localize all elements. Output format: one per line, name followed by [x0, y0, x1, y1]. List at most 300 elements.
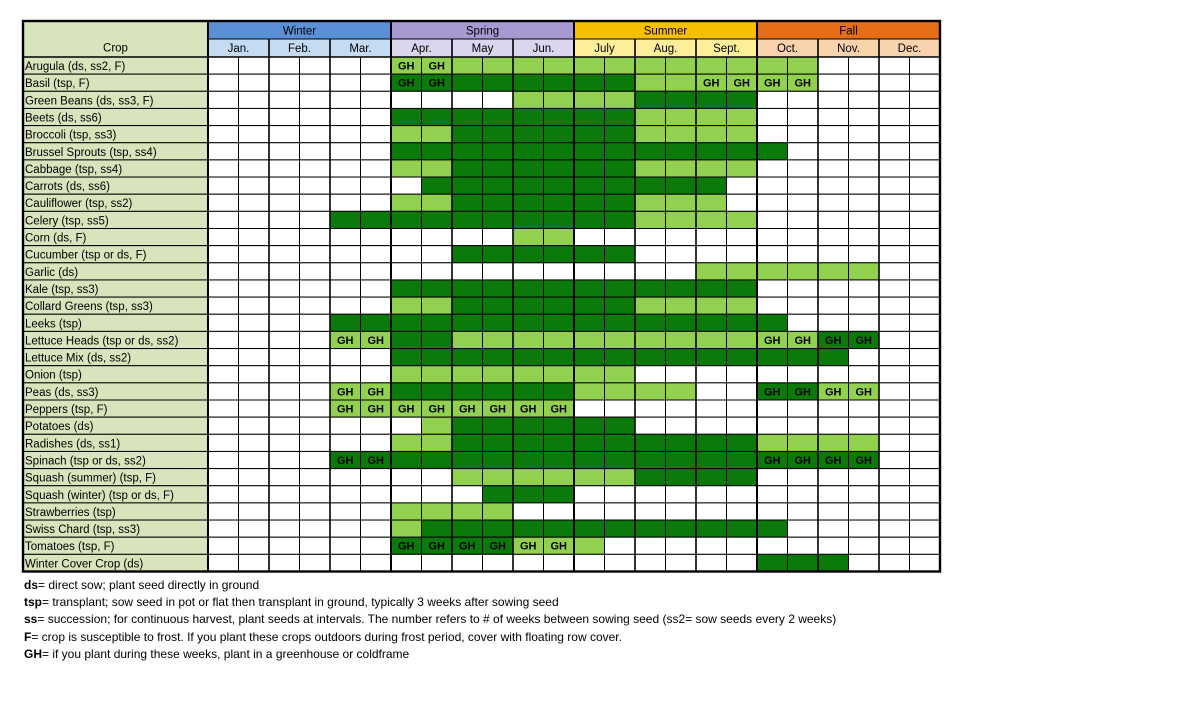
schedule-cell [269, 297, 300, 314]
schedule-cell [422, 280, 453, 297]
schedule-cell [849, 263, 880, 280]
schedule-cell [483, 417, 514, 434]
schedule-cell [574, 91, 605, 108]
schedule-cell [422, 160, 453, 177]
schedule-cell [666, 469, 697, 486]
schedule-cell [666, 229, 697, 246]
gh-label: GH [337, 403, 354, 416]
schedule-cell [727, 246, 758, 263]
schedule-cell [544, 434, 575, 451]
schedule-cell [483, 246, 514, 263]
schedule-cell [605, 349, 636, 366]
schedule-cell [818, 160, 849, 177]
schedule-cell [757, 160, 788, 177]
schedule-cell [544, 280, 575, 297]
schedule-cell [513, 263, 544, 280]
crop-name-label: Cabbage (tsp, ss4) [25, 163, 123, 176]
schedule-cell [452, 331, 483, 348]
schedule-cell [574, 126, 605, 143]
gh-label: GH [794, 386, 811, 399]
schedule-cell [818, 108, 849, 125]
schedule-cell [727, 451, 758, 468]
schedule-cell [513, 469, 544, 486]
schedule-cell [788, 469, 819, 486]
schedule-cell [452, 108, 483, 125]
schedule-cell [391, 194, 422, 211]
legend-term: tsp [24, 595, 42, 610]
schedule-cell [849, 177, 880, 194]
schedule-cell [330, 177, 361, 194]
schedule-cell [574, 469, 605, 486]
schedule-cell [605, 263, 636, 280]
schedule-cell [391, 417, 422, 434]
schedule-cell [544, 160, 575, 177]
schedule-cell [635, 160, 666, 177]
schedule-cell [208, 400, 239, 417]
schedule-cell [849, 246, 880, 263]
schedule-cell [513, 177, 544, 194]
schedule-cell [452, 280, 483, 297]
schedule-cell [391, 469, 422, 486]
schedule-cell [635, 520, 666, 537]
schedule-cell [849, 57, 880, 74]
schedule-cell [727, 349, 758, 366]
schedule-cell [330, 297, 361, 314]
schedule-cell [696, 229, 727, 246]
schedule-cell [727, 434, 758, 451]
schedule-cell [544, 554, 575, 571]
schedule-cell [605, 143, 636, 160]
schedule-cell [666, 57, 697, 74]
schedule-cell [452, 417, 483, 434]
schedule-cell [605, 160, 636, 177]
schedule-cell [910, 297, 941, 314]
schedule-cell [666, 314, 697, 331]
schedule-cell [635, 469, 666, 486]
schedule-cell [696, 126, 727, 143]
schedule-cell [239, 57, 270, 74]
schedule-cell [910, 177, 941, 194]
schedule-cell [666, 177, 697, 194]
gh-label: GH [489, 540, 506, 553]
gh-label: GH [428, 403, 445, 416]
schedule-cell [757, 177, 788, 194]
schedule-cell [422, 349, 453, 366]
schedule-cell [849, 520, 880, 537]
schedule-cell [696, 366, 727, 383]
schedule-cell [574, 451, 605, 468]
schedule-cell [605, 400, 636, 417]
gh-label: GH [520, 403, 537, 416]
schedule-cell [239, 280, 270, 297]
schedule-cell [727, 314, 758, 331]
schedule-cell [239, 143, 270, 160]
schedule-cell [239, 469, 270, 486]
schedule-cell [239, 263, 270, 280]
crop-name-label: Basil (tsp, F) [25, 78, 90, 91]
schedule-cell [391, 349, 422, 366]
schedule-cell [849, 297, 880, 314]
schedule-cell [910, 314, 941, 331]
schedule-cell [239, 537, 270, 554]
schedule-cell [574, 349, 605, 366]
schedule-cell [330, 366, 361, 383]
schedule-cell [696, 503, 727, 520]
schedule-cell [269, 194, 300, 211]
schedule-cell [666, 400, 697, 417]
schedule-cell [269, 503, 300, 520]
schedule-cell [605, 280, 636, 297]
legend-term: ds [24, 578, 39, 592]
schedule-cell [727, 177, 758, 194]
schedule-cell [239, 486, 270, 503]
schedule-cell [666, 263, 697, 280]
schedule-cell [666, 74, 697, 91]
schedule-cell [605, 520, 636, 537]
schedule-cell [483, 469, 514, 486]
schedule-cell [239, 91, 270, 108]
schedule-cell [300, 383, 331, 400]
crop-name-label: Onion (tsp) [25, 369, 82, 382]
schedule-cell [879, 366, 910, 383]
schedule-cell [574, 177, 605, 194]
schedule-cell [361, 554, 392, 571]
month-label: Sept. [713, 43, 740, 55]
schedule-cell [422, 417, 453, 434]
schedule-cell [849, 143, 880, 160]
schedule-cell [879, 503, 910, 520]
schedule-cell [879, 537, 910, 554]
crop-name-label: Peas (ds, ss3) [25, 386, 99, 399]
schedule-cell [849, 314, 880, 331]
schedule-cell [879, 417, 910, 434]
schedule-cell [879, 520, 910, 537]
season-label-summer: Summer [643, 25, 688, 38]
gh-label: GH [825, 386, 842, 399]
schedule-cell [605, 108, 636, 125]
schedule-cell [361, 366, 392, 383]
gh-label: GH [367, 454, 384, 467]
schedule-cell [788, 400, 819, 417]
schedule-cell [666, 297, 697, 314]
schedule-cell [635, 211, 666, 228]
schedule-cell [727, 194, 758, 211]
schedule-cell [818, 194, 849, 211]
schedule-cell [910, 503, 941, 520]
month-label: Mar. [349, 43, 372, 55]
schedule-cell [208, 194, 239, 211]
schedule-cell [391, 297, 422, 314]
schedule-cell [544, 314, 575, 331]
schedule-cell [300, 246, 331, 263]
schedule-cell [818, 91, 849, 108]
schedule-cell [574, 366, 605, 383]
schedule-cell [330, 126, 361, 143]
schedule-cell [544, 349, 575, 366]
season-label-spring: Spring [465, 25, 500, 38]
schedule-cell [208, 263, 239, 280]
schedule-cell [788, 143, 819, 160]
schedule-cell [391, 383, 422, 400]
schedule-cell [635, 554, 666, 571]
schedule-cell [696, 434, 727, 451]
schedule-cell [818, 126, 849, 143]
schedule-cell [483, 520, 514, 537]
season-label-fall: Fall [839, 25, 858, 38]
schedule-cell [818, 246, 849, 263]
schedule-cell [483, 349, 514, 366]
schedule-cell [605, 554, 636, 571]
schedule-cell [208, 451, 239, 468]
schedule-cell [483, 126, 514, 143]
gh-label: GH [520, 540, 537, 553]
schedule-cell [208, 57, 239, 74]
schedule-cell [727, 383, 758, 400]
schedule-cell [635, 366, 666, 383]
schedule-cell [361, 194, 392, 211]
schedule-cell [483, 91, 514, 108]
schedule-cell [849, 211, 880, 228]
gh-label: GH [398, 77, 415, 90]
schedule-cell [208, 74, 239, 91]
schedule-cell [452, 126, 483, 143]
schedule-cell [910, 366, 941, 383]
schedule-cell [330, 503, 361, 520]
schedule-cell [788, 537, 819, 554]
schedule-cell [666, 554, 697, 571]
schedule-cell [544, 520, 575, 537]
schedule-cell [239, 108, 270, 125]
schedule-cell [483, 314, 514, 331]
schedule-cell [300, 400, 331, 417]
schedule-cell [635, 57, 666, 74]
schedule-cell [544, 126, 575, 143]
schedule-cell [269, 160, 300, 177]
schedule-cell [849, 126, 880, 143]
schedule-cell [757, 143, 788, 160]
schedule-cell [422, 143, 453, 160]
schedule-cell [269, 400, 300, 417]
schedule-cell [757, 366, 788, 383]
schedule-cell [635, 263, 666, 280]
schedule-cell [910, 417, 941, 434]
schedule-cell [757, 434, 788, 451]
schedule-cell [635, 229, 666, 246]
schedule-cell [452, 366, 483, 383]
crop-name-label: Garlic (ds) [25, 266, 79, 279]
schedule-cell [452, 469, 483, 486]
schedule-cell [727, 108, 758, 125]
schedule-cell [757, 280, 788, 297]
schedule-cell [269, 366, 300, 383]
month-label: Jun. [532, 43, 555, 55]
crop-name-label: Kale (tsp, ss3) [25, 283, 99, 296]
schedule-cell [666, 194, 697, 211]
schedule-cell [483, 434, 514, 451]
schedule-cell [483, 108, 514, 125]
schedule-cell [574, 194, 605, 211]
schedule-cell [849, 400, 880, 417]
month-label: Oct. [776, 43, 799, 55]
schedule-cell [452, 143, 483, 160]
schedule-cell [269, 434, 300, 451]
legend-text: = direct sow; plant seed directly in ground [38, 578, 260, 592]
schedule-cell [269, 417, 300, 434]
schedule-cell [239, 554, 270, 571]
schedule-cell [239, 160, 270, 177]
schedule-cell [788, 349, 819, 366]
schedule-cell [635, 74, 666, 91]
schedule-cell [239, 434, 270, 451]
schedule-cell [513, 331, 544, 348]
schedule-cell [696, 297, 727, 314]
schedule-cell [544, 331, 575, 348]
schedule-cell [757, 211, 788, 228]
schedule-cell [727, 537, 758, 554]
schedule-cell [208, 211, 239, 228]
schedule-cell [849, 469, 880, 486]
schedule-cell [208, 349, 239, 366]
schedule-cell [666, 366, 697, 383]
month-label: Nov. [837, 43, 860, 55]
schedule-cell [910, 160, 941, 177]
schedule-cell [239, 331, 270, 348]
schedule-cell [483, 280, 514, 297]
schedule-cell [879, 314, 910, 331]
schedule-cell [788, 194, 819, 211]
schedule-cell [879, 486, 910, 503]
schedule-cell [910, 331, 941, 348]
schedule-cell [452, 520, 483, 537]
schedule-cell [269, 469, 300, 486]
schedule-cell [208, 177, 239, 194]
schedule-cell [391, 108, 422, 125]
schedule-cell [269, 143, 300, 160]
schedule-cell [269, 331, 300, 348]
gh-label: GH [428, 77, 445, 90]
schedule-cell [574, 314, 605, 331]
crop-name-label: Lettuce Heads (tsp or ds, ss2) [25, 335, 179, 348]
schedule-cell [818, 486, 849, 503]
schedule-cell [391, 554, 422, 571]
schedule-cell [605, 126, 636, 143]
schedule-cell [208, 91, 239, 108]
schedule-cell [330, 434, 361, 451]
schedule-cell [300, 331, 331, 348]
crop-name-label: Beets (ds, ss6) [25, 112, 102, 125]
schedule-cell [391, 451, 422, 468]
schedule-cell [879, 280, 910, 297]
gh-label: GH [428, 60, 445, 73]
schedule-cell [422, 229, 453, 246]
schedule-cell [635, 297, 666, 314]
schedule-cell [910, 211, 941, 228]
schedule-cell [757, 486, 788, 503]
schedule-cell [788, 417, 819, 434]
schedule-cell [757, 91, 788, 108]
crop-name-label: Carrots (ds, ss6) [25, 181, 110, 194]
schedule-cell [879, 469, 910, 486]
schedule-cell [361, 74, 392, 91]
schedule-cell [391, 160, 422, 177]
schedule-cell [727, 469, 758, 486]
schedule-cell [422, 177, 453, 194]
schedule-cell [727, 229, 758, 246]
schedule-cell [605, 503, 636, 520]
schedule-cell [208, 108, 239, 125]
schedule-cell [452, 246, 483, 263]
schedule-cell [788, 434, 819, 451]
schedule-cell [544, 366, 575, 383]
legend-term: ss [24, 612, 38, 627]
schedule-cell [208, 314, 239, 331]
schedule-cell [727, 554, 758, 571]
crop-name-label: Winter Cover Crop (ds) [25, 558, 144, 571]
schedule-cell [300, 229, 331, 246]
schedule-cell [696, 469, 727, 486]
schedule-cell [818, 143, 849, 160]
schedule-cell [391, 520, 422, 537]
schedule-cell [422, 91, 453, 108]
crop-name-label: Green Beans (ds, ss3, F) [25, 95, 154, 108]
schedule-cell [269, 229, 300, 246]
schedule-cell [879, 177, 910, 194]
schedule-cell [849, 537, 880, 554]
schedule-cell [727, 263, 758, 280]
crop-name-label: Arugula (ds, ss2, F) [25, 61, 126, 73]
schedule-cell [818, 349, 849, 366]
schedule-cell [849, 486, 880, 503]
gh-label: GH [855, 386, 872, 399]
schedule-cell [208, 469, 239, 486]
schedule-cell [513, 349, 544, 366]
schedule-cell [727, 143, 758, 160]
schedule-cell [300, 486, 331, 503]
schedule-cell [574, 434, 605, 451]
schedule-cell [269, 314, 300, 331]
schedule-cell [635, 126, 666, 143]
gh-label: GH [703, 77, 720, 90]
schedule-cell [513, 211, 544, 228]
schedule-cell [849, 74, 880, 91]
schedule-cell [483, 57, 514, 74]
schedule-cell [300, 537, 331, 554]
schedule-cell [361, 297, 392, 314]
schedule-cell [330, 554, 361, 571]
schedule-cell [574, 211, 605, 228]
schedule-cell [788, 91, 819, 108]
gh-label: GH [398, 60, 415, 73]
gh-label: GH [733, 77, 750, 90]
schedule-cell [208, 537, 239, 554]
schedule-cell [239, 366, 270, 383]
schedule-cell [269, 246, 300, 263]
schedule-cell [269, 383, 300, 400]
legend [24, 577, 1024, 663]
schedule-cell [361, 469, 392, 486]
schedule-cell [818, 400, 849, 417]
schedule-cell [666, 417, 697, 434]
schedule-cell [666, 246, 697, 263]
schedule-cell [208, 434, 239, 451]
month-label: Feb. [287, 43, 312, 55]
gh-label: GH [550, 540, 567, 553]
schedule-cell [483, 297, 514, 314]
schedule-cell [422, 331, 453, 348]
schedule-cell [574, 503, 605, 520]
schedule-cell [391, 314, 422, 331]
schedule-cell [635, 91, 666, 108]
